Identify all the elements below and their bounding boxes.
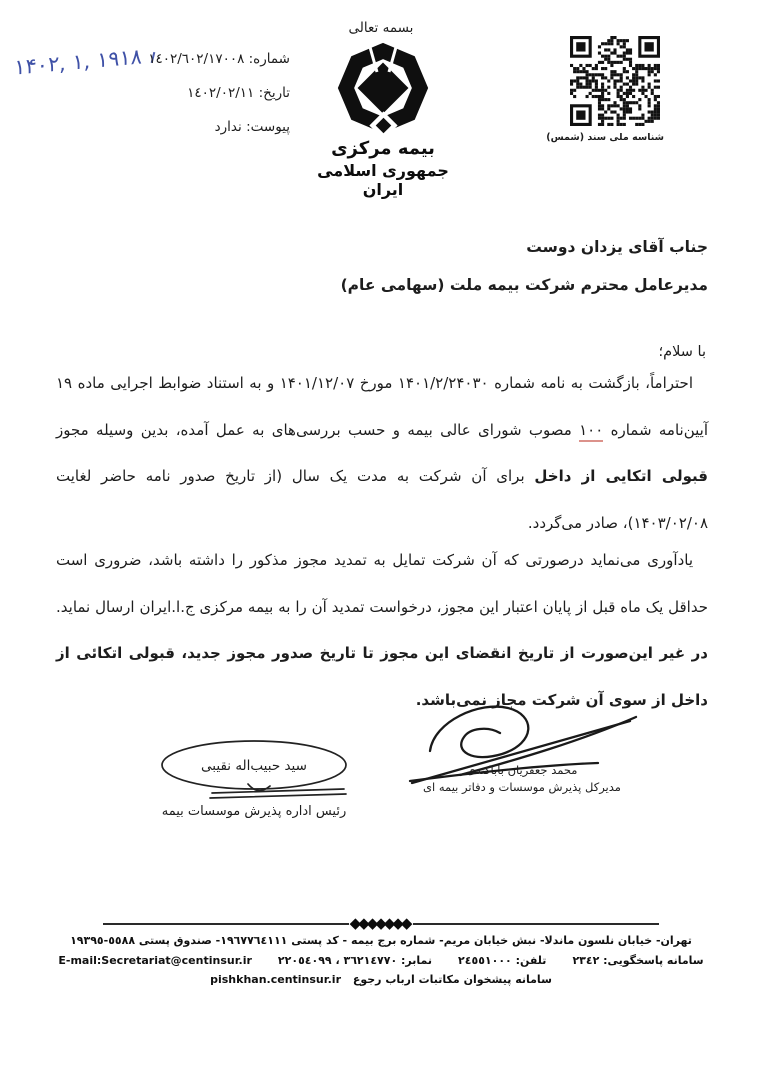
footer-pishkhan-url: pishkhan.centinsur.ir: [210, 973, 341, 986]
signer-left-name: سید حبیب‌اله نقیبی: [201, 758, 307, 774]
signature-block-director-general: [398, 693, 646, 796]
footer-divider: [103, 916, 659, 931]
org-name-line1: بیمه مرکزی: [331, 138, 435, 159]
letter-number-row: [148, 42, 290, 76]
qr-code: [570, 36, 660, 126]
footer-fax: نمابر: ٣٦٢١٤٧٧٠ ، ٢٢٠٥٤٠٩٩: [277, 954, 433, 967]
footer-pishkhan-label: سامانه پیشخوان مکاتبات ارباب رجوع: [352, 973, 552, 986]
qr-caption: شناسه ملی سند (شمس): [546, 132, 664, 143]
recipient-block: [341, 228, 708, 304]
divider-line-left: [103, 923, 349, 925]
letter-date-row: [148, 76, 290, 110]
document-id-qr-block: [546, 36, 664, 143]
signer-right-title: مدیرکل پذیرش موسسات و دفاتر بیمه ای: [423, 780, 621, 794]
p1-text-b: مصوب شورای عالی بیمه و حسب بررسی‌های به عمل آمده، بدین وسیله مجوز: [56, 420, 580, 439]
p2-text-a: یادآوری می‌نماید درصورتی که آن شرکت تمایل به تمدید مجوز مذکور را داشته باشد، ضروری است حداقل یک ماه قبل از پایان اعتبار این مجوز، درخواست تمدید آن را به بیمه مرکزی ج.ا.ایران ارسال نماید.: [56, 551, 708, 616]
p1-red-marked-number: ۱۰۰: [579, 421, 603, 442]
p2-bold-phrase: در غیر این‌صورت از تاریخ انقضای این مجوز تا تاریخ صدور مجوز جدید، قبولی اتکائی از داخل از سوی آن شرکت مجاز نمی‌باشد.: [56, 644, 708, 709]
p1-bold-phrase: قبولی اتکایی از داخل: [534, 467, 709, 485]
footer-email: E-mail:Secretariat@centinsur.ir: [58, 954, 252, 967]
letter-attachment-row: [148, 110, 290, 144]
footer-answering-system: سامانه پاسخگویی: ٢٣٤٢: [572, 954, 704, 967]
letter-meta-block: [148, 42, 290, 144]
signer-right-name: محمد جعفریان باباکندی: [466, 763, 578, 777]
footer-contact-row: [0, 954, 762, 967]
signature-block-office-head: [148, 738, 360, 819]
letterhead-footer: [0, 916, 762, 986]
divider-line-right: [413, 923, 659, 925]
letter-attachment-label: پیوست:: [246, 119, 290, 135]
footer-pishkhan-row: [0, 973, 762, 986]
central-insurance-emblem-icon: [332, 42, 434, 138]
diamond-ornament-icon: ◆◆◆◆◆◆◆: [349, 914, 410, 932]
letter-number-label: شماره:: [248, 51, 290, 67]
handwritten-date-note: ۱۴۰۲, ۱, ۱۹۱۸: [14, 44, 143, 80]
recipient-title: مدیرعامل محترم شرکت بیمه ملت (سهامی عام): [340, 276, 708, 294]
letter-date-value: ١٤٠٢/٠٢/١١: [187, 85, 255, 101]
letter-date-label: تاریخ:: [258, 85, 290, 101]
footer-phone: تلفن: ٢٤٥٥١٠٠٠: [458, 954, 547, 967]
footer-address: تهران- خیابان نلسون ماندلا- نبش خیابان مریم- شماره برج بیمه - کد پستی ١٩٦٧٧٦٤١١١- صندوق پستی ٥٥٨٨-١٩٣٩٥: [70, 934, 692, 947]
p1-text-a: احتراماً، بازگشت به نامه شماره ۱۴۰۱/۲/۲۴۰۳۰ مورخ ۱۴۰۱/۱۲/۰۷ و به استناد ضوابط اجرایی ماده ۱۹ آیین‌نامه شماره: [56, 374, 708, 439]
signer-left-title: رئیس اداره پذیرش موسسات بیمه: [161, 804, 347, 819]
letter-number-value: ١٤٠٢/٦٠٢/١٧٠٠٨: [148, 51, 245, 67]
salutation: با سلام؛: [658, 344, 706, 360]
besmellah-heading: بسمه تعالی: [348, 20, 414, 36]
body-paragraph-1: [56, 360, 708, 546]
letter-attachment-value: ندارد: [214, 119, 242, 135]
p1-text-c: برای آن شرکت به مدت یک سال (از تاریخ صدور نامه حاضر لغایت ۱۴۰۳/۰۲/۰۸)، صادر می‌گردد.: [56, 467, 708, 532]
recipient-name: جناب آقای یزدان دوست: [526, 238, 708, 256]
org-name-line2: جمهوری اسلامی ایران: [317, 161, 449, 199]
central-insurance-logo: [298, 42, 468, 199]
